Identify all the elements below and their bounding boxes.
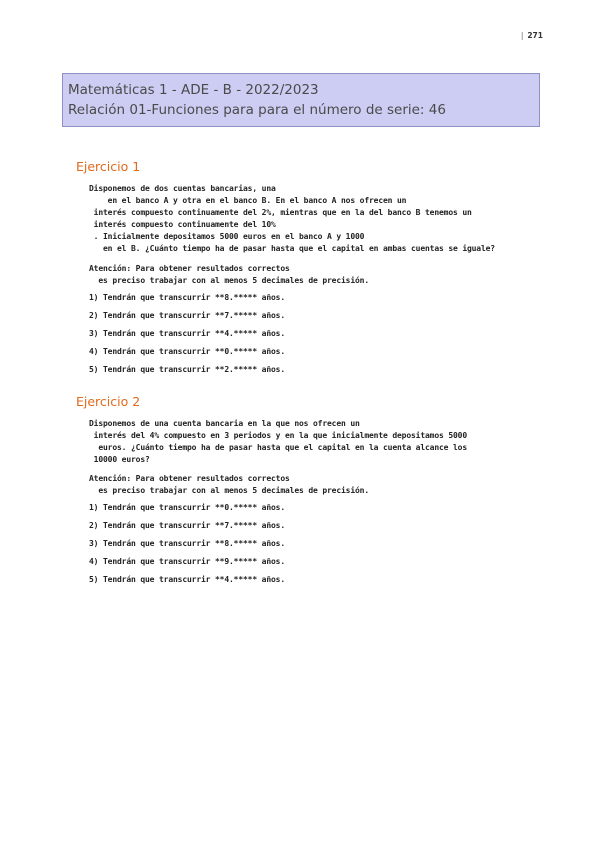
exercise-1-option-5[interactable]: 5) Tendrán que transcurrir **2.***** años. xyxy=(89,365,285,374)
exercise-1-note xyxy=(89,263,369,287)
header-relation-title: Relación 01-Funciones para para el número de serie: 46 xyxy=(68,102,446,118)
header-course-title: Matemáticas 1 - ADE - B - 2022/2023 xyxy=(68,82,319,98)
statement-line: Disponemos de dos cuentas bancarias, una xyxy=(89,184,276,193)
exercise-2-option-4[interactable]: 4) Tendrán que transcurrir **9.***** años. xyxy=(89,557,285,566)
exercise-1-option-2[interactable]: 2) Tendrán que transcurrir **7.***** años. xyxy=(89,311,285,320)
exercise-2-title: Ejercicio 2 xyxy=(76,394,141,409)
document-header xyxy=(62,73,540,127)
exercise-2-option-5[interactable]: 5) Tendrán que transcurrir **4.***** años. xyxy=(89,575,285,584)
statement-line: en el B. ¿Cuánto tiempo ha de pasar hasta que el capital en ambas cuentas se iguale? xyxy=(89,244,495,253)
exercise-1-option-1[interactable]: 1) Tendrán que transcurrir **8.***** años. xyxy=(89,293,285,302)
note-line: Atención: Para obtener resultados correctos xyxy=(89,264,290,273)
page-number-separator: | xyxy=(520,31,524,40)
statement-line: euros. ¿Cuánto tiempo ha de pasar hasta que el capital en la cuenta alcance los xyxy=(89,443,467,452)
exercise-1-option-4[interactable]: 4) Tendrán que transcurrir **0.***** años. xyxy=(89,347,285,356)
exercise-2-option-2[interactable]: 2) Tendrán que transcurrir **7.***** años. xyxy=(89,521,285,530)
exercise-2-option-3[interactable]: 3) Tendrán que transcurrir **8.***** años. xyxy=(89,539,285,548)
statement-line: Disponemos de una cuenta bancaria en la que nos ofrecen un xyxy=(89,419,360,428)
exercise-2-note xyxy=(89,473,369,497)
note-line: es preciso trabajar con al menos 5 decimales de precisión. xyxy=(89,276,369,285)
exercise-2-option-1[interactable]: 1) Tendrán que transcurrir **0.***** años. xyxy=(89,503,285,512)
statement-line: . Inicialmente depositamos 5000 euros en el banco A y 1000 xyxy=(89,232,365,241)
exercise-2-statement xyxy=(89,418,467,466)
page-number xyxy=(521,31,543,40)
statement-line: interés compuesto continuamente del 2%, mientras que en la del banco B tenemos un xyxy=(89,208,472,217)
exercise-1-option-3[interactable]: 3) Tendrán que transcurrir **4.***** años. xyxy=(89,329,285,338)
statement-line: interés del 4% compuesto en 3 periodos y en la que inicialmente depositamos 5000 xyxy=(89,431,467,440)
statement-line: en el banco A y otra en el banco B. En el banco A nos ofrecen un xyxy=(89,196,407,205)
note-line: es preciso trabajar con al menos 5 decimales de precisión. xyxy=(89,486,369,495)
exercise-1-statement xyxy=(89,183,495,255)
statement-line: 10000 euros? xyxy=(89,455,150,464)
note-line: Atención: Para obtener resultados correctos xyxy=(89,474,290,483)
exercise-1-title: Ejercicio 1 xyxy=(76,159,141,174)
page-number-value: 271 xyxy=(527,31,543,40)
statement-line: interés compuesto continuamente del 10% xyxy=(89,220,276,229)
